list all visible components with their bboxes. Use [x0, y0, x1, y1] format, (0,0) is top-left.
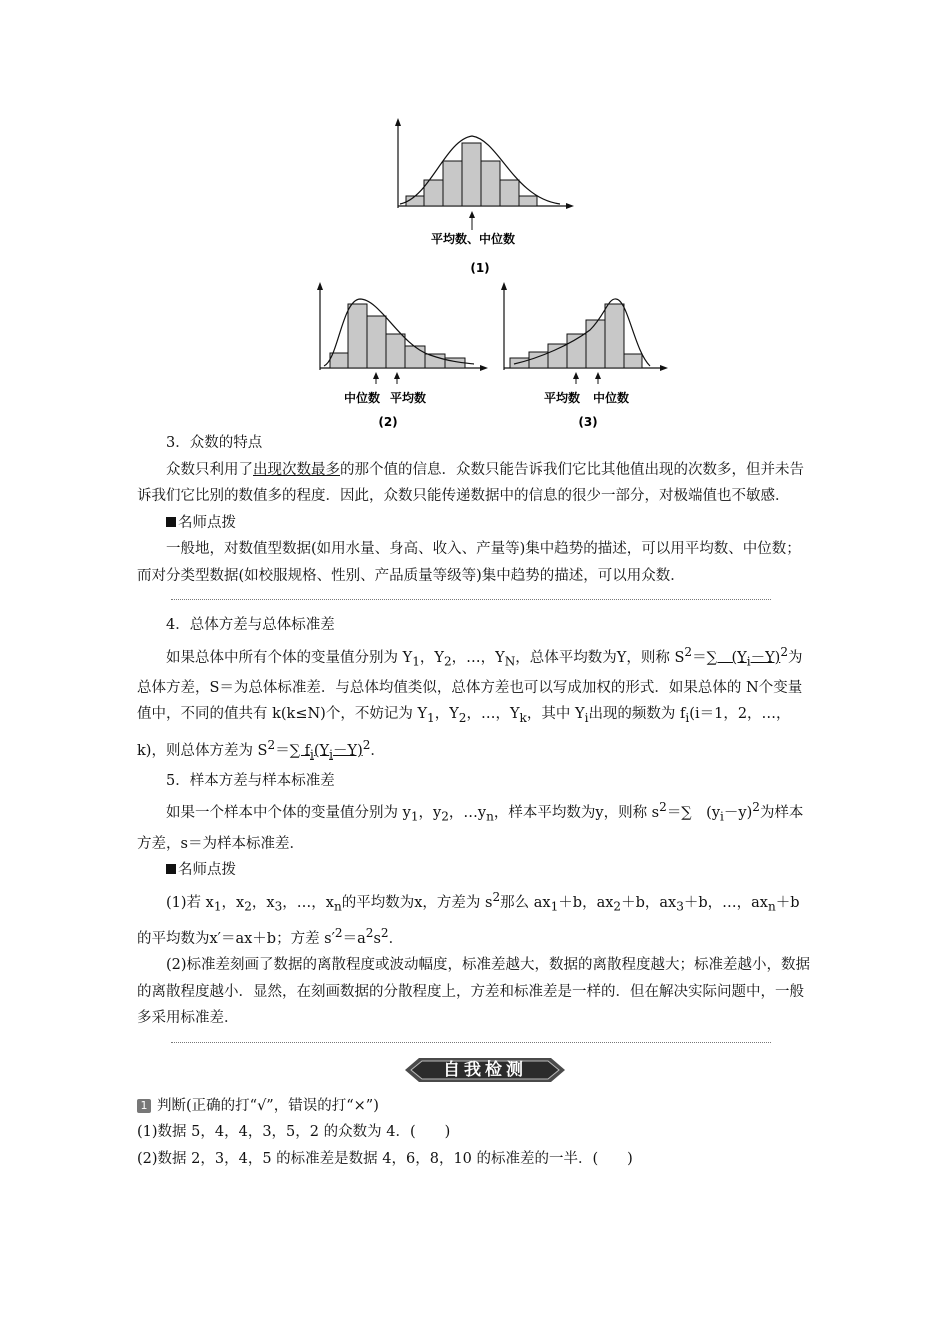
square-bullet-icon: [166, 517, 176, 527]
square-bullet-icon: [166, 864, 176, 874]
tip-1-title: 名师点拨: [137, 510, 813, 537]
figure-1-caption: (1): [470, 261, 490, 275]
histogram-figures-svg: [0, 0, 950, 440]
question-1-item-1: (1)数据 5，4，4，3，5，2 的众数为 4．( ): [137, 1124, 451, 1141]
question-number-badge: 1: [137, 1099, 151, 1113]
distribution-figures: [0, 0, 950, 440]
dotted-divider: [171, 599, 771, 600]
tip-2-item-1: (1)若 $x_1$，$x_2$，$x_3$，…，$x_n$的平均数为x，方差为 $s^2$那么 $ax_1+b$，$ax_2+b$，$ax_3+b$，…，$ax_n+b$ 的平均数为x′＝ax＋b；方差 $s'^2=a^2s^2$．: [137, 889, 800, 947]
question-1: 1 判断(正确的打“√”，错误的打“×”): [137, 1093, 813, 1120]
figure-3-left-skewed: [501, 282, 668, 384]
underlined-term: 出现次数最多: [253, 461, 340, 478]
section-4-heading: 4．总体方差与总体标准差: [166, 617, 335, 633]
figure-1-label: 平均数、中位数: [430, 232, 516, 246]
section-5-paragraph: 如果一个样本中个体的变量值分别为 $y_1$，$y_2$，$\dots y_n$，样本平均数为y，则称 $s^2=\sum$ $(y_i-y)^2$为样本方差，s＝为样本标准差．: [137, 800, 804, 852]
figure-3-label-median: 中位数: [592, 391, 630, 405]
figure-2-right-skewed: [317, 282, 488, 384]
tip-2-item-2: (2)标准差刻画了数据的离散程度或波动幅度，标准差越大，数据的离散程度越大；标准差越小，数据的离散程度越小．显然，在刻画数据的分散程度上，方差和标准差是一样的．但在解决实际问题中，一般多采用标准差．: [137, 957, 811, 1027]
document-body: [137, 430, 813, 1172]
question-1-item-2: (2)数据 2，3，4，5 的标准差是数据 4，6，8，10 的标准差的一半．( ): [137, 1150, 633, 1167]
figure-1-symmetric: [395, 118, 574, 230]
section-3-heading: 3．众数的特点: [166, 435, 263, 451]
section-5-heading: 5．样本方差与样本标准差: [166, 772, 335, 789]
self-test-title: 自我检测: [443, 1059, 527, 1080]
dotted-divider: [171, 1042, 771, 1043]
tip-1-text: 一般地，对数值型数据(如用水量、身高、收入、产量等)集中趋势的描述，可以用平均数、中位数；而对分类型数据(如校服规格、性别、产品质量等级等)集中趋势的描述，可以用众数．: [137, 541, 801, 584]
figure-3-caption: (3): [578, 415, 598, 429]
figure-3-label-mean: 平均数: [543, 391, 581, 405]
figure-2-label-median: 中位数: [343, 391, 381, 405]
self-test-banner: [137, 1055, 813, 1089]
section-3-paragraph: 众数只利用了出现次数最多的那个值的信息．众数只能告诉我们它比其他值出现的次数多，但并未告诉我们它比别的数值多的程度．因此，众数只能传递数据中的信息的很少一部分，对极端值也不敏感．: [137, 461, 804, 504]
tip-2-title: 名师点拨: [137, 857, 813, 884]
section-4-paragraph: 如果总体中所有个体的变量值分别为 $Y_1$，$Y_2$，…，$Y_N$，总体平均数为Y，则称 $S^2=\sum$ $(Y_i-Y)^2$为总体方差，S＝为总体标准差．与总体均值类似，总体方差也可以写成加权的形式．如果总体的 N个变量值中，不同的值共有 k(k≤N)个，不妨记为 $Y_1$，$Y_2$，…，$Y_k$，其中 $Y_i$出现的频数为 $f_i(i=1$，2，…，k)，则总体方差为 $S^2=\sum$ $f_i(Y_i-Y)^2$．: [137, 644, 803, 762]
figure-2-label-mean: 平均数: [389, 391, 427, 405]
figure-2-caption: (2): [378, 415, 398, 429]
